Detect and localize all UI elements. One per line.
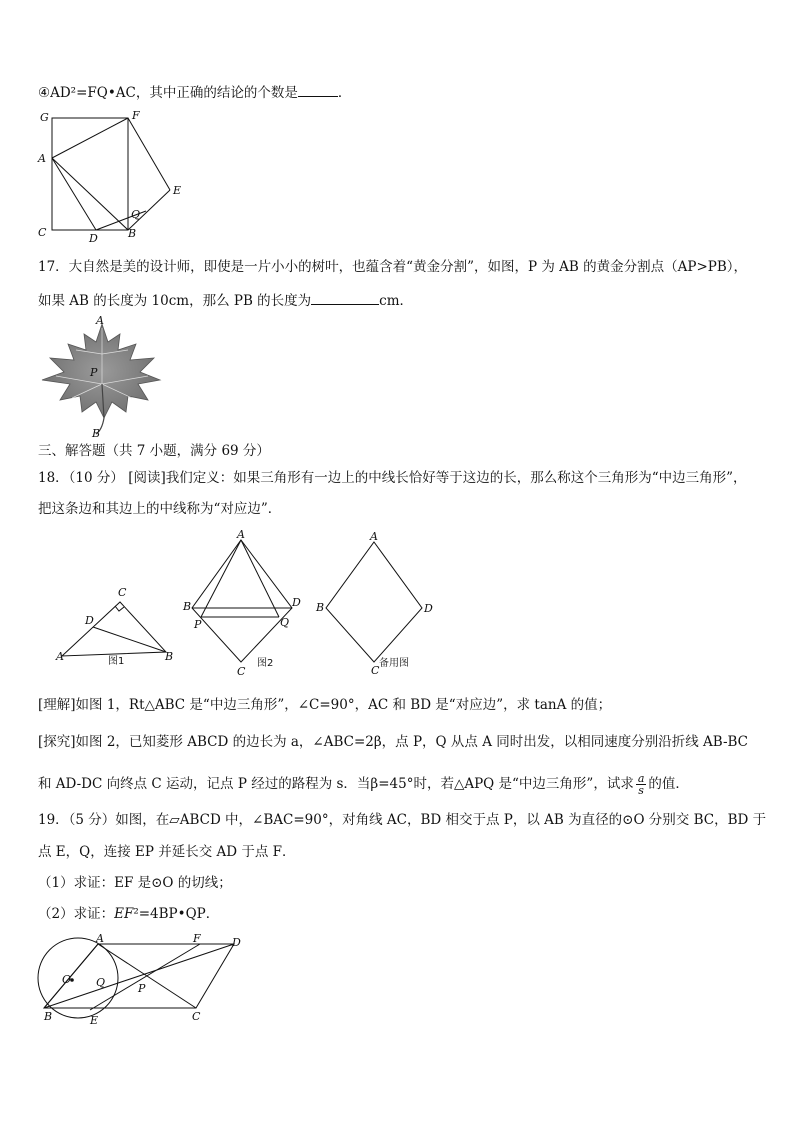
fig1-triangle — [62, 602, 166, 656]
fig1-label-a: A — [56, 650, 64, 663]
fig3-label-a: A — [370, 530, 378, 543]
diagonal-bd — [44, 944, 234, 1008]
fig3-rhombus — [326, 542, 422, 662]
label-c: C — [192, 1010, 201, 1023]
fraction-a-over-s — [636, 773, 647, 796]
q16-diagram — [30, 106, 190, 246]
q19-line2: 点 E，Q，连接 EP 并延长交 AD 于点 F． — [38, 844, 296, 860]
section-title: 三、解答题（共 7 小题，满分 69 分） — [38, 443, 270, 459]
q19-ef: EF — [114, 906, 134, 922]
fig2-label-b: B — [183, 600, 192, 613]
label-g: G — [40, 111, 49, 124]
fig2-rhombus — [192, 540, 292, 662]
q18-explore-line2 — [38, 773, 689, 796]
q19-figure — [32, 932, 252, 1032]
leaf-shape — [42, 324, 160, 418]
fig2-label-q: Q — [280, 616, 290, 629]
q19-line1: 19．（5 分）如图，在▱ABCD 中，∠BAC=90°，对角线 AC，BD 相交于点 P，以 AB 为直径的⊙O 分别交 BC，BD 于 — [38, 812, 767, 828]
label-e: E — [90, 1014, 99, 1027]
fraction-numerator: a — [637, 772, 645, 785]
label-c: C — [38, 226, 47, 239]
fig2-label-p: P — [194, 618, 202, 631]
fig3-caption: 备用图 — [379, 658, 409, 669]
fig2-label-a: A — [237, 528, 245, 541]
label-p: P — [138, 982, 146, 995]
label-d: D — [89, 232, 98, 245]
fig1-label-c: C — [118, 586, 127, 599]
label-q: Q — [131, 208, 141, 221]
answer-blank[interactable] — [311, 290, 379, 305]
q16-statement — [38, 82, 351, 102]
segment-af — [52, 118, 128, 158]
segment-fe — [128, 118, 170, 190]
label-e: E — [173, 184, 182, 197]
q18-explore-text: 和 AD-DC 向终点 C 运动，记点 P 经过的路程为 s．当β=45°时，若△APQ 是“中边三角形”，试求 — [38, 776, 634, 792]
label-a: A — [38, 152, 46, 165]
q18-figures — [52, 528, 442, 676]
fig1-label-d: D — [85, 614, 94, 627]
fig3-label-b: B — [316, 601, 325, 614]
fig1-caption: 图1 — [108, 656, 125, 667]
fig3-label-d: D — [424, 602, 433, 615]
label-d: D — [232, 936, 241, 949]
fig1-label-b: B — [165, 650, 174, 663]
q17-line1: 17．大自然是美的设计师，即使是一片小小的树叶，也蕴含着“黄金分割”，如图，P 为 AB 的黄金分割点（AP>PB）， — [38, 259, 748, 275]
q19-diagram — [32, 932, 252, 1032]
leaf-image — [36, 314, 166, 440]
label-p: P — [90, 366, 98, 379]
label-f: F — [193, 932, 201, 945]
q18-diagrams — [52, 528, 442, 676]
segment-ab — [52, 158, 128, 230]
label-a: A — [96, 314, 104, 327]
q16-figure — [30, 106, 190, 246]
q17-line2 — [38, 290, 413, 310]
fig3-label-c: C — [371, 664, 380, 676]
label-a: A — [96, 932, 104, 945]
q17-figure — [36, 314, 166, 440]
label-b: B — [44, 1010, 53, 1023]
q17-unit: cm． — [379, 293, 414, 309]
fig2-label-d: D — [292, 596, 301, 609]
answer-blank[interactable] — [298, 82, 338, 97]
q18-line2: 把这条边和其边上的中线称为“对应边”． — [38, 501, 282, 517]
q18-line1: 18．（10 分） [阅读]我们定义：如果三角形有一边上的中线长恰好等于这边的长，那么称这个三角形为“中边三角形”， — [38, 470, 747, 486]
square-gfbc — [52, 118, 128, 230]
label-b: B — [128, 227, 137, 240]
fig2-label-c: C — [237, 665, 246, 676]
label-o: O — [62, 973, 72, 986]
label-f: F — [132, 109, 140, 122]
fig2-caption: 图2 — [257, 658, 274, 669]
q18-understand: [理解]如图 1，Rt△ABC 是“中边三角形”，∠C=90°，AC 和 BD 是“对应边”，求 tanA 的值； — [38, 697, 612, 713]
q18-explore-end: 的值． — [648, 776, 689, 792]
fraction-denominator: s — [638, 784, 644, 797]
label-b: B — [92, 427, 101, 440]
q17-text: 如果 AB 的长度为 10cm，那么 PB 的长度为 — [38, 293, 312, 309]
q16-period: ． — [337, 85, 352, 101]
q19-part2-formula: ²=4BP•QP． — [133, 906, 220, 922]
q19-part1: （1）求证：EF 是⊙O 的切线； — [38, 875, 232, 891]
q19-part2 — [38, 905, 219, 923]
q18-explore-line1: [探究]如图 2，已知菱形 ABCD 的边长为 a，∠ABC=2β，点 P，Q 从点 A 同时出发，以相同速度分别沿折线 AB-BC — [38, 734, 749, 750]
q19-part2-text: （2）求证： — [38, 906, 115, 922]
q16-text: ④AD²=FQ•AC，其中正确的结论的个数是 — [38, 85, 298, 101]
label-q: Q — [96, 976, 106, 989]
